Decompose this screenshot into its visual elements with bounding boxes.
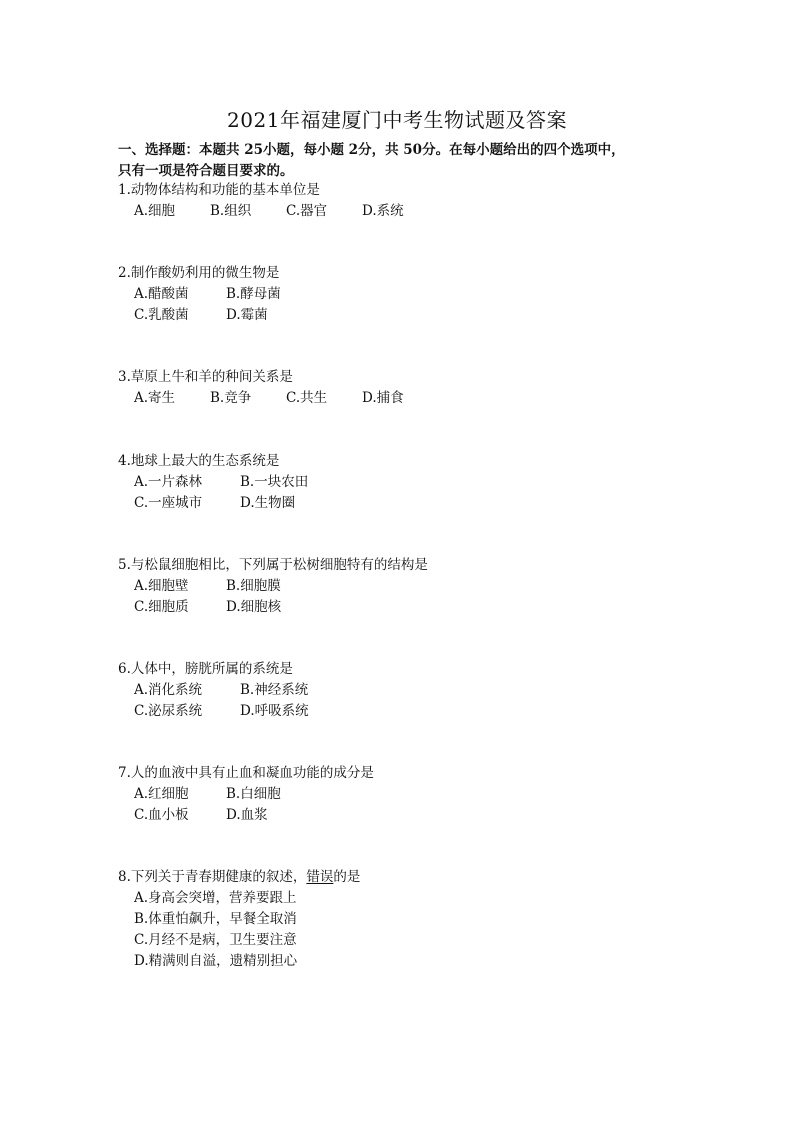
option-c: C.血小板 xyxy=(134,807,189,823)
option-d: D.捕食 xyxy=(362,390,404,406)
option-c: C.共生 xyxy=(286,390,328,406)
option-a: A.红细胞 xyxy=(134,786,189,802)
question-stem: 7.人的血液中具有止血和凝血功能的成分是 xyxy=(118,765,374,781)
question-stem: 1.动物体结构和功能的基本单位是 xyxy=(118,182,320,198)
option-a: A.一片森林 xyxy=(134,474,203,490)
option-a: A.身高会突增，营养要跟上 xyxy=(134,890,297,906)
option-c: C.细胞质 xyxy=(134,599,189,615)
question-stem-suffix: 的是 xyxy=(333,869,361,885)
question-stem: 6.人体中，膀胱所属的系统是 xyxy=(118,661,293,677)
question-5 xyxy=(118,555,428,618)
option-c: C.乳酸菌 xyxy=(134,307,189,323)
option-row xyxy=(118,305,281,326)
option-b: B.白细胞 xyxy=(226,786,281,802)
option-d: D.精满则自溢，遗精别担心 xyxy=(134,953,298,969)
question-stem: 2.制作酸奶利用的微生物是 xyxy=(118,265,280,281)
question-stem-underlined: 错误 xyxy=(306,869,334,885)
option-row xyxy=(118,472,308,493)
option-c: C.泌尿系统 xyxy=(134,703,203,719)
question-stem: 5.与松鼠细胞相比，下列属于松树细胞特有的结构是 xyxy=(118,557,428,573)
question-8 xyxy=(118,867,360,972)
option-b: B.一块农田 xyxy=(240,474,309,490)
question-stem: 4.地球上最大的生态系统是 xyxy=(118,453,280,469)
section-instructions xyxy=(118,140,688,182)
page-title: 2021年福建厦门中考生物试题及答案 xyxy=(227,108,567,132)
option-d: D.呼吸系统 xyxy=(240,703,309,719)
option-c: C.一座城市 xyxy=(134,495,203,511)
option-b: B.细胞膜 xyxy=(226,578,281,594)
option-row xyxy=(118,680,309,701)
option-d: D.霉菌 xyxy=(226,307,268,323)
option-row xyxy=(118,784,374,805)
option-a: A.细胞 xyxy=(134,203,176,219)
question-stem: 3.草原上牛和羊的种间关系是 xyxy=(118,369,293,385)
option-a: A.寄生 xyxy=(134,390,176,406)
question-2 xyxy=(118,263,281,326)
option-row xyxy=(118,805,374,826)
question-1 xyxy=(118,180,404,222)
option-b: B.竞争 xyxy=(210,390,252,406)
option-b: B.组织 xyxy=(210,203,252,219)
option-a: A.醋酸菌 xyxy=(134,286,189,302)
option-row xyxy=(118,493,308,514)
question-4 xyxy=(118,451,308,514)
option-row xyxy=(118,284,281,305)
option-d: D.系统 xyxy=(362,203,404,219)
option-d: D.血浆 xyxy=(226,807,268,823)
question-7 xyxy=(118,763,374,826)
question-3 xyxy=(118,367,404,409)
option-d: D.细胞核 xyxy=(226,599,282,615)
option-b: B.酵母菌 xyxy=(226,286,281,302)
option-b: B.体重怕飙升，早餐全取消 xyxy=(134,911,297,927)
option-a: A.消化系统 xyxy=(134,682,203,698)
section-line-2: 只有一项是符合题目要求的。 xyxy=(118,163,294,179)
option-d: D.生物圈 xyxy=(240,495,296,511)
question-6 xyxy=(118,659,309,722)
option-c: C.器官 xyxy=(286,203,328,219)
option-c: C.月经不是病，卫生要注意 xyxy=(134,932,297,948)
option-row xyxy=(118,576,428,597)
option-row xyxy=(118,201,404,222)
question-stem xyxy=(118,867,360,888)
option-row xyxy=(118,597,428,618)
option-a: A.细胞壁 xyxy=(134,578,189,594)
question-stem-prefix: 8.下列关于青春期健康的叙述， xyxy=(118,869,307,885)
section-line-1: 一、选择题：本题共 25小题，每小题 2分，共 50分。在每小题给出的四个选项中， xyxy=(118,142,625,158)
option-row xyxy=(118,388,404,409)
option-b: B.神经系统 xyxy=(240,682,309,698)
option-row xyxy=(118,701,309,722)
